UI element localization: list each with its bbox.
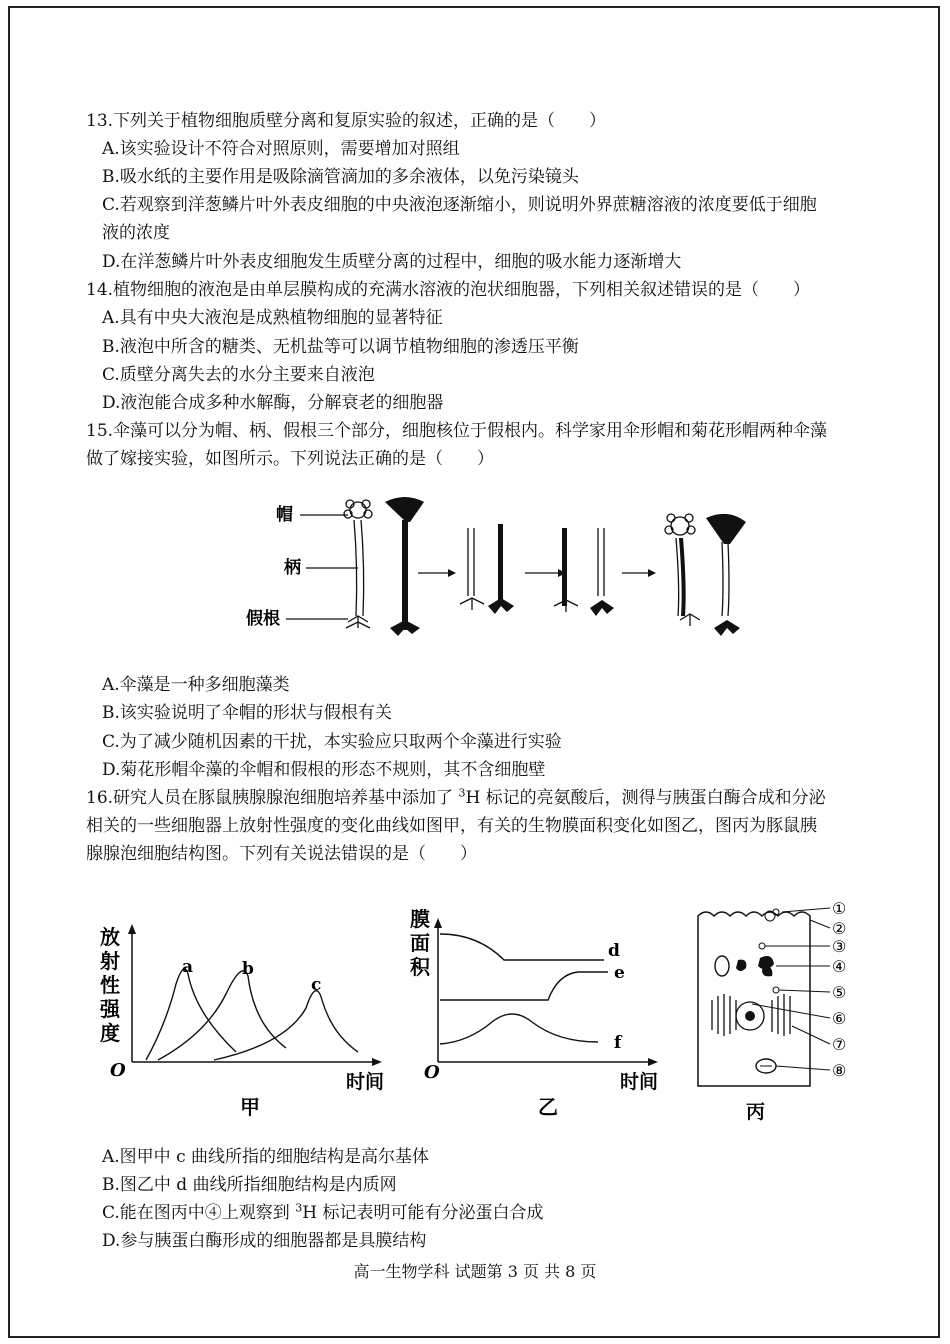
yi-curve-e: e	[614, 963, 625, 983]
q16-stem-cont2: 腺腺泡细胞结构图。下列有关说法错误的是（ ）	[86, 844, 477, 864]
yi-origin: O	[424, 1062, 440, 1083]
jia-caption: 甲	[240, 1095, 260, 1119]
jia-curve-b: b	[242, 959, 254, 979]
q15-option-b: B.该实验说明了伞帽的形状与假根有关	[102, 703, 392, 723]
q15-option-a: A.伞藻是一种多细胞藻类	[102, 675, 290, 695]
bing-marker-6: ⑥	[832, 1009, 847, 1028]
q13-option-a: A.该实验设计不符合对照原则，需要增加对照组	[102, 139, 460, 159]
label-cap: 帽	[276, 505, 293, 525]
q15-option-d: D.菊花形帽伞藻的伞帽和假根的形态不规则，其不含细胞壁	[102, 760, 546, 780]
jia-ylabel-0: 放	[100, 925, 120, 949]
q16-option-c: C.能在图丙中④上观察到 $^3$H 标记表明可能有分泌蛋白合成	[102, 1201, 544, 1223]
q16-option-a: A.图甲中 c 曲线所指的细胞结构是高尔基体	[102, 1147, 430, 1167]
q16-stem-cont: 相关的一些细胞器上放射性强度的变化曲线如图甲，有关的生物膜面积变化如图乙，图丙为豚鼠胰	[86, 816, 817, 836]
q16-stem: 16.研究人员在豚鼠胰腺腺泡细胞培养基中添加了 $^3$H 标记的亮氨酸后，测得与胰蛋白酶合成和分泌	[86, 786, 826, 808]
bing-marker-1: ①	[832, 899, 847, 918]
yi-ylabel-0: 膜	[410, 907, 430, 931]
jia-ylabel-3: 强	[100, 997, 120, 1021]
bing-marker-5: ⑤	[832, 983, 847, 1002]
q14-stem: 14.植物细胞的液泡是由单层膜构成的充满水溶液的泡状细胞器，下列相关叙述错误的是（ ）	[86, 280, 811, 300]
yi-curve-f: f	[614, 1033, 622, 1053]
q13-stem: 13.下列关于植物细胞质壁分离和复原实验的叙述，正确的是（ ）	[86, 111, 607, 131]
yi-ylabel-2: 积	[410, 955, 430, 979]
yi-ylabel-1: 面	[410, 931, 430, 955]
q13-option-d: D.在洋葱鳞片叶外表皮细胞发生质壁分离的过程中，细胞的吸水能力逐渐增大	[102, 252, 682, 272]
q16-option-d: D.参与胰蛋白酶形成的细胞器都是具膜结构	[102, 1231, 427, 1251]
q13-option-c: C.若观察到洋葱鳞片叶外表皮细胞的中央液泡逐渐缩小，则说明外界蔗糖溶液的浓度要低于细胞	[102, 195, 817, 215]
q13-option-c-cont: 液的浓度	[102, 223, 170, 243]
bing-marker-2: ②	[832, 919, 847, 938]
q13-option-b: B.吸水纸的主要作用是吸除滴管滴加的多余液体，以免污染镜头	[102, 167, 579, 187]
jia-ylabel-4: 度	[100, 1021, 120, 1045]
q15-option-c: C.为了减少随机因素的干扰，本实验应只取两个伞藻进行实验	[102, 732, 562, 752]
bing-marker-4: ④	[832, 957, 847, 976]
q16-option-b: B.图乙中 d 曲线所指细胞结构是内质网	[102, 1175, 397, 1195]
figure-yi	[408, 904, 678, 1124]
q15-stem-cont: 做了嫁接实验，如图所示。下列说法正确的是（ ）	[86, 449, 494, 469]
q15-stem: 15.伞藻可以分为帽、柄、假根三个部分，细胞核位于假根内。科学家用伞形帽和菊花形帽两种伞藻	[86, 421, 828, 441]
figure-bing	[690, 896, 860, 1126]
jia-ylabel-2: 性	[100, 973, 120, 997]
bing-marker-3: ③	[832, 937, 847, 956]
jia-ylabel-1: 射	[100, 949, 120, 973]
q14-option-d: D.液泡能合成多种水解酶，分解衰老的细胞器	[102, 393, 444, 413]
jia-curve-c: c	[311, 975, 322, 995]
acetabularia-graft-figure	[240, 488, 750, 648]
bing-caption: 丙	[746, 1101, 766, 1123]
q14-option-b: B.液泡中所含的糖类、无机盐等可以调节植物细胞的渗透压平衡	[102, 337, 579, 357]
q14-option-c: C.质壁分离失去的水分主要来自液泡	[102, 365, 375, 385]
bing-marker-8: ⑧	[832, 1061, 847, 1080]
q14-option-a: A.具有中央大液泡是成熟植物细胞的显著特征	[102, 308, 443, 328]
jia-origin: O	[110, 1060, 126, 1081]
figure-jia	[96, 914, 396, 1124]
label-stalk: 柄	[284, 558, 301, 578]
jia-xlabel: 时间	[346, 1071, 385, 1093]
jia-curve-a: a	[182, 957, 194, 977]
page-footer: 高一生物学科 试题第 3 页 共 8 页	[353, 1262, 597, 1281]
label-rhizoid: 假根	[246, 609, 280, 629]
bing-marker-7: ⑦	[832, 1035, 847, 1054]
yi-curve-d: d	[608, 941, 620, 961]
yi-xlabel: 时间	[620, 1071, 659, 1093]
yi-caption: 乙	[538, 1095, 558, 1119]
